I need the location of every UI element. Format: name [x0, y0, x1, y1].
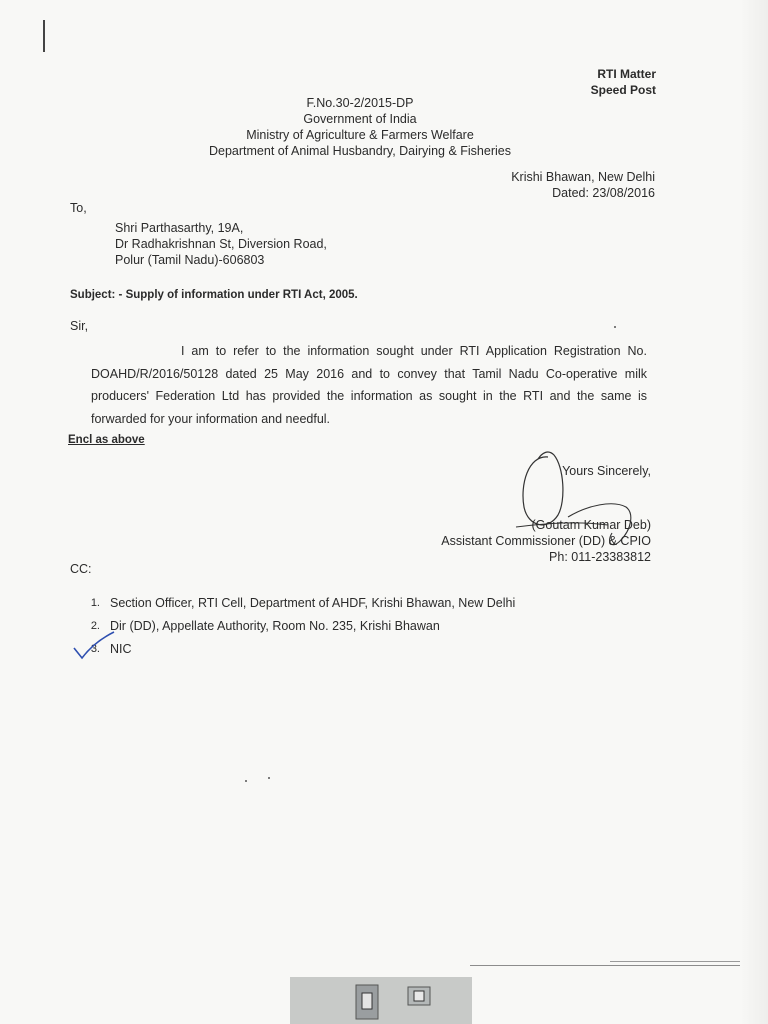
recipient-address — [115, 220, 327, 268]
cc-item — [88, 614, 515, 637]
letter-header — [190, 95, 530, 159]
tag-speed-post: Speed Post — [590, 83, 656, 97]
binder-clip-image — [290, 977, 472, 1024]
scan-speck — [245, 780, 247, 782]
tick-mark-icon — [70, 628, 120, 664]
subject-line: Subject: - Supply of information under RTI Act, 2005. — [70, 289, 358, 301]
address-line: Shri Parthasarthy, 19A, — [115, 221, 244, 235]
cc-list — [88, 591, 515, 660]
scan-speck — [268, 777, 270, 779]
cc-item-number: 2. — [90, 619, 100, 632]
header-department: Department of Animal Husbandry, Dairying & Fisheries — [209, 144, 511, 158]
place-and-date — [511, 169, 655, 201]
pen-stroke-mark — [43, 20, 45, 52]
cc-item-text: Dir (DD), Appellate Authority, Room No. 235, Krishi Bhawan — [110, 618, 440, 633]
salutation: Sir, — [70, 319, 89, 333]
letter-tags — [591, 66, 656, 98]
signer-phone: Ph: 011-23383812 — [549, 550, 651, 564]
enclosure-note: Encl as above — [68, 434, 145, 446]
scan-line — [610, 961, 740, 962]
body-text: I am to refer to the information sought under RTI Application Registration No. DOAHD/R/2016/50128 dated 25 May 2016 and to convey that Tamil Nadu Co-operative milk producers' Federation Ltd has provided the information as sought in the RTI and the same is forwarded for your information and needful. — [91, 344, 647, 426]
cc-item-number: 1. — [90, 596, 100, 609]
cc-item-text: NIC — [110, 641, 132, 656]
tag-rti-matter: RTI Matter — [597, 67, 656, 81]
cc-label: CC: — [70, 562, 92, 576]
place: Krishi Bhawan, New Delhi — [511, 170, 655, 184]
cc-item-number: 3. — [90, 642, 100, 655]
signer-designation: Assistant Commissioner (DD) & CPIO — [441, 534, 651, 548]
signer-block — [441, 517, 651, 565]
clip-icon — [304, 983, 454, 1024]
cc-item-text: Section Officer, RTI Cell, Department of AHDF, Krishi Bhawan, New Delhi — [110, 595, 516, 610]
header-government: Government of India — [303, 112, 417, 126]
to-label: To, — [70, 201, 87, 215]
address-line: Dr Radhakrishnan St, Diversion Road, — [115, 237, 327, 251]
signer-name: (Goutam Kumar Deb) — [531, 518, 651, 532]
scan-shadow-edge — [740, 0, 768, 1024]
address-line: Polur (Tamil Nadu)-606803 — [115, 253, 265, 267]
body-paragraph — [91, 340, 647, 430]
closing: Yours Sincerely, — [562, 464, 651, 478]
date: Dated: 23/08/2016 — [552, 186, 655, 200]
cc-item — [88, 637, 515, 660]
header-ministry: Ministry of Agriculture & Farmers Welfare — [246, 128, 474, 142]
cc-item — [88, 591, 515, 614]
file-number: F.No.30-2/2015-DP — [306, 96, 414, 110]
scan-speck — [614, 326, 616, 328]
scan-line — [470, 965, 740, 966]
